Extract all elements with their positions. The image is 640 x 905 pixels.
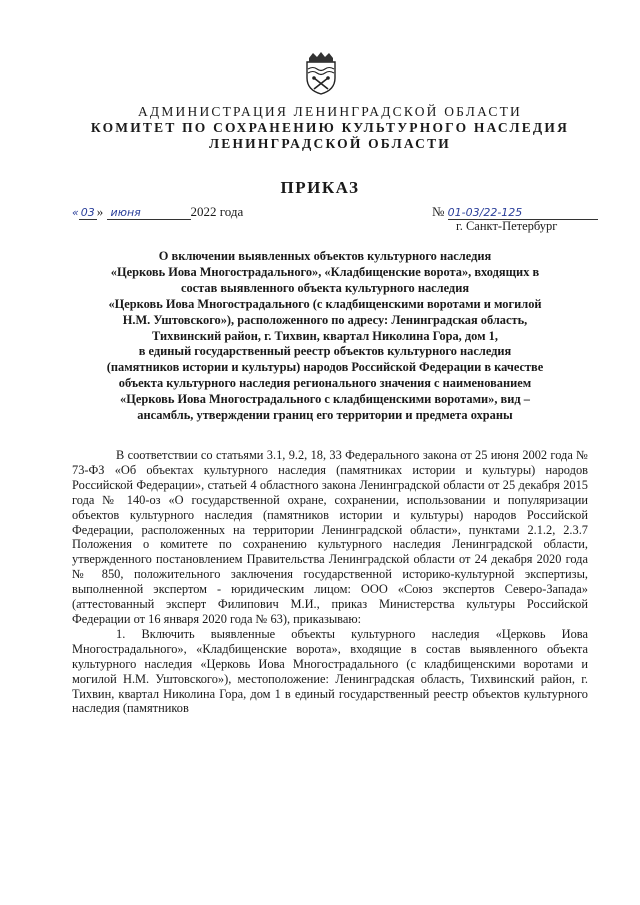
administration-name: АДМИНИСТРАЦИЯ ЛЕНИНГРАДСКОЙ ОБЛАСТИ (137, 104, 522, 119)
date-year: 2022 года (190, 204, 244, 219)
preamble-paragraph: В соответствии со статьями 3.1, 9.2, 18, 33 Федерального закона от 25 июня 2002 года № 73-ФЗ «Об объектах культурного наследия (памятниках истории и культуры) народов Российской Федерации», статьей 4 областного закона Ленинградской области от 25 декабря 2015 года № 140-оз «О государственной охране, сохранении, использовании и популяризации объектов культурного наследия (памятников истории и культуры) народов Российской Федерации, расположенных на территории Ленинградской области», пунктами 2.1.2, 2.3.7 Положения о комитете по сохранению культурного наследия Ленинградской области, утвержденного постановлением Правительства Ленинградской области от 24 декабря 2020 года № 850, положительного заключения государственной историко-культурной экспертизы, выполненной экспертом - юридическим лицом: ООО «Союз экспертов Северо-Запада» (аттестованный эксперт Филипович М.И., приказ Министерства культуры Российской Федерации от 16 января 2020 года № 63), приказываю: (72, 448, 588, 626)
title-line: объекта культурного наследия регионального значения с наименованием (118, 376, 532, 391)
order-subject-title (60, 249, 590, 424)
region-name: ЛЕНИНГРАДСКОЙ ОБЛАСТИ (209, 136, 451, 151)
title-line: в единый государственный реестр объектов культурного наследия (138, 344, 512, 359)
title-line: «Церковь Иова Многострадального (с кладбищенскими воротами и могилой (108, 296, 542, 311)
title-line: «Церковь Иова Многострадального с кладбищенскими воротами», вид – (120, 392, 530, 407)
clause-1-paragraph: 1. Включить выявленные объекты культурного наследия «Церковь Иова Многострадального», «Кладбищенские ворота», входящие в состав выявленного объекта культурного наследия «Церковь Иова Многострадального (с кладбищенскими воротами и могилой Н.М. Уштовского»), местоположение: Ленинградская область, Тихвинский район, г. Тихвин, квартал Николина Гора, дом 1 в единый государственный реестр объектов культурного наследия (памятников (72, 626, 588, 716)
date-month: июня (107, 206, 191, 220)
order-title: ПРИКАЗ (280, 178, 360, 197)
date-day: 03 (80, 206, 95, 219)
title-line: Н.М. Уштовского»), расположенного по адресу: Ленинградская область, (122, 312, 528, 327)
title-line: (памятников истории и культуры) народов Российской Федерации в качестве (106, 360, 544, 375)
organization-header (60, 104, 600, 152)
title-line: «Церковь Иова Многострадального», «Кладбищенские ворота», входящих в (110, 264, 540, 279)
title-line: О включении выявленных объектов культурного наследия (158, 249, 492, 263)
city-label: г. Санкт-Петербург (456, 219, 558, 233)
order-date: « 03 » июня 2022 года (72, 204, 244, 219)
title-line: ансамбль, утверждении границ его территории и предмета охраны (137, 408, 513, 423)
title-line: состав выявленного объекта культурного наследия (180, 280, 470, 295)
title-line: Тихвинский район, г. Тихвин, квартал Николина Гора, дом 1, (152, 328, 498, 343)
order-number: № 01-03/22-125 (432, 204, 598, 220)
order-body (72, 448, 588, 716)
committee-name: КОМИТЕТ ПО СОХРАНЕНИЮ КУЛЬТУРНОГО НАСЛЕДИЯ (90, 120, 570, 135)
coat-of-arms-icon (304, 52, 338, 96)
order-number-value: 01-03/22-125 (448, 206, 598, 220)
